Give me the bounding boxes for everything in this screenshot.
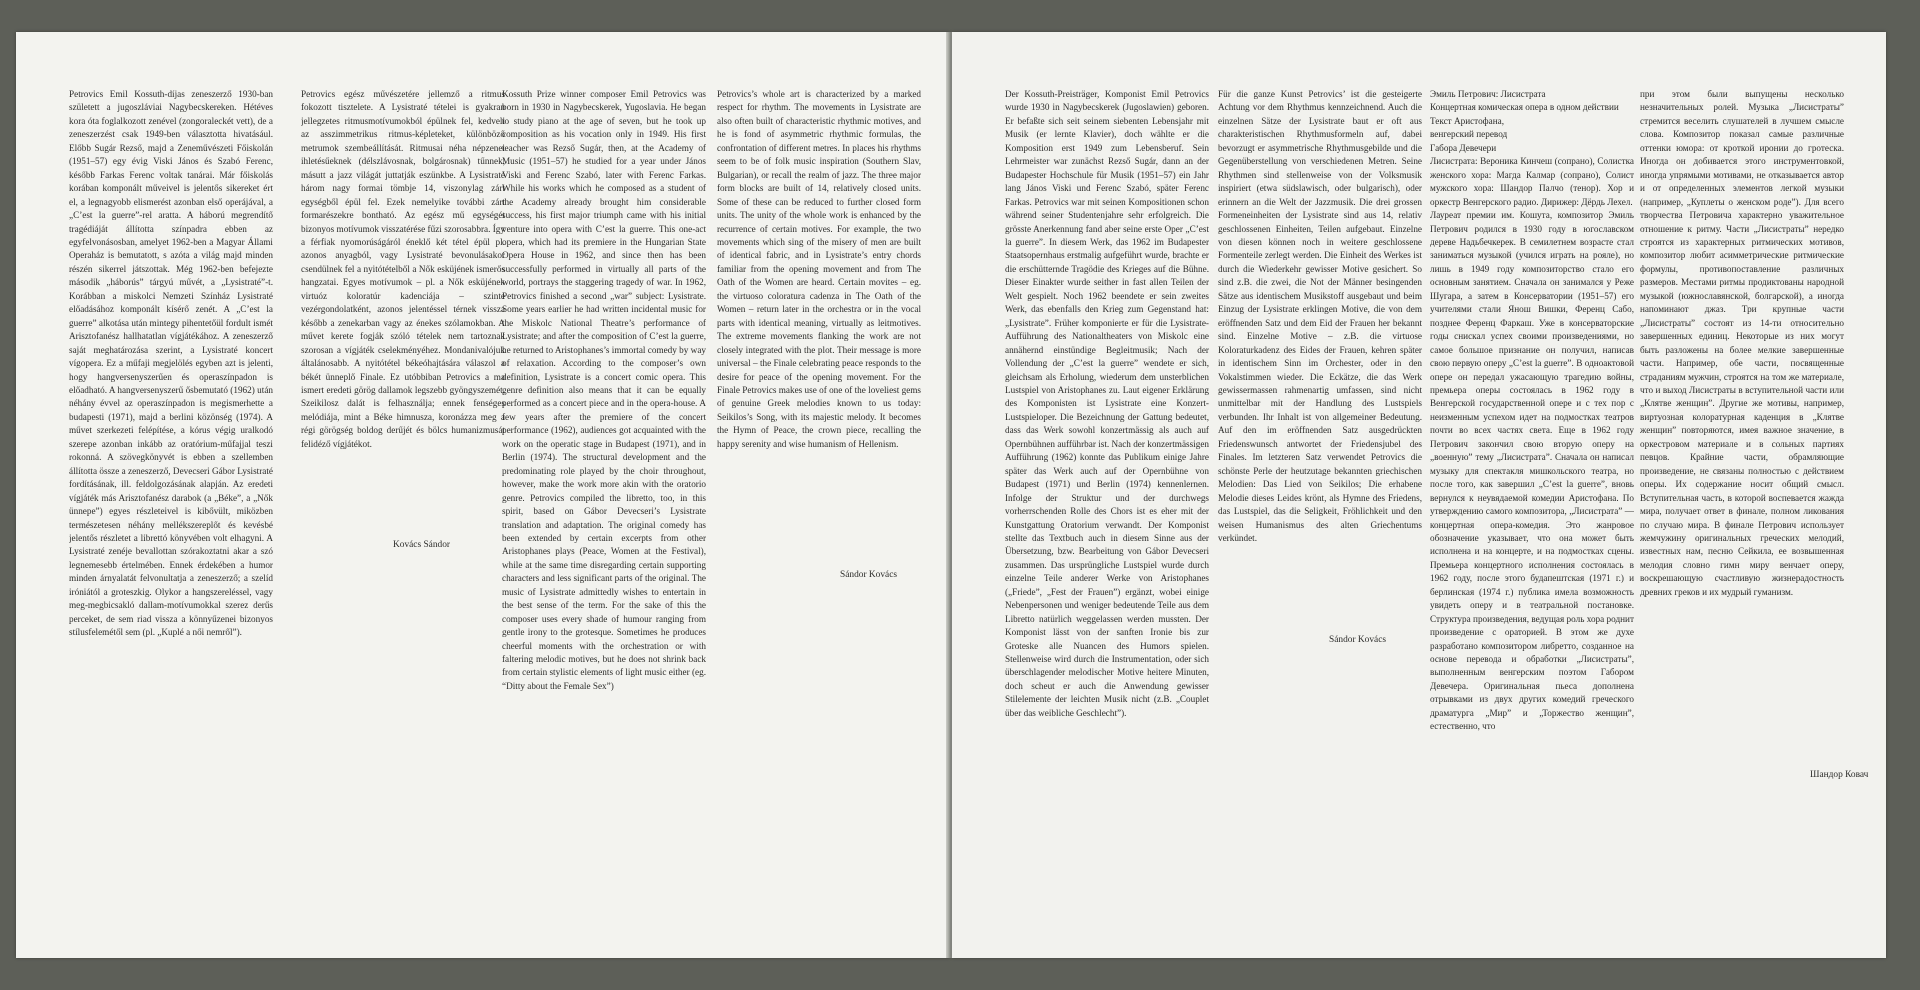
right-page [952,32,1886,958]
signature-russian: Шандор Ковач [1810,770,1869,780]
left-page [16,32,950,958]
hungarian-text-column-1: Petrovics Emil Kossuth-díjas zeneszerző 1930-ban született a jugoszláviai Nagybecskereken. Hétéves kora óta foglalkozott zenével (zongoraleckét vett), de a zeneszerzést csak 1949-ben választotta hivatásául. Előbb Sugár Rezső, majd a Zeneművészeti Főiskolán (1951–57) egy évig Viski János és Szabó Ferenc, később Farkas Ferenc voltak tanárai. Már főiskolás korában komponált műveivel is jelentős sikereket ért el, a legnagyobb elismerést azonban első operájával, a „C’est la guerre”-rel aratta. A háború megrendítő tragédiáját állította színpadra ebben az egyfelvonásosban, amelyet 1962-ben a Magyar Állami Operaház is bemutatott, s azóta a világ majd minden részén sikerrel játszottak. Még 1962-ben befejezte második „háborús” tárgyú művét, a „Lysistraté”-t. Korábban a miskolci Nemzeti Színház Lysistraté előadásához komponált kísérő zenét. A „C’est la guerre” alkotása után mintegy pihentetőül fordult ismét Arisztofanész hallhatatlan vígjátékához. A zeneszerző saját meghatározása szerint, a Lysistraté koncert vígopera. Ez a műfaji megjelölés egyben azt is jelenti, hogy hangversenyszerűen és operaszínpadon is előadható. A hangversenyszerű ősbemutató (1962) után néhány évvel az operaszínpadon is megismerhette a budapesti (1971), majd a berlini közönség (1974). A művet szerkezeti felépítése, a kórus végig uralkodó szerepe azonban inkább az oratórium-műfajjal teszi rokonná. A szövegkönyvét is ebben a szellemben állította össze a zeneszerző, Devecseri Gábor Lysistraté fordításának, ill. feldolgozásának alapján. Az eredeti vígjáték más Arisztofanész darabok (a „Béke”, a „Nők ünnepe”) egyes részleteivel is kibővült, miközben természetesen néhány mellékszereplőt és kevésbé jelentős részletet a librettó könyvében volt elhagyni. A Lysistraté zenéje bevallottan szórakoztatni akar a szó legnemesebb értelmében. Ennek érdekében a humor minden árnyalatát felvonultatja a zeneszerző; a szelíd iróniától a groteszkig. Olykor a hangszereléssel, vagy meg-megbicsakló dallam-motívumokkal szerez derűs perceket, de sem riad vissza a könnyűzenei bizonyos stílusfelemétől sem (pl. „Kuplé a női nemről”). [69,89,273,638]
english-text-column-1: Kossuth Prize winner composer Emil Petrovics was born in 1930 in Nagybecskerek, Yugoslavia. He began to study piano at the age of seven, but he took up composition as his vocation only in 1949. His first teacher was Rezső Sugár, then, at the Academy of Music (1951–57) he studied for a year under János Viski and Ferenc Szabó, later with Ferenc Farkas. While his works which he composed as a student of the Academy already brought him considerable success, his first major triumph came with his initial venture into opera with C’est la guerre. This one-act opera, which had its premiere in the Hungarian State Opera House in 1962, and since then has been successfully performed in virtually all parts of the world, portrays the staggering tragedy of war. In 1962, Petrovics finished a second „war” subject: Lysistrate. Some years earlier he had written incidental music for the Miskolc National Theatre’s performance of Lysistrate; and after the composition of C’est la guerre, he returned to Aristophanes’s immortal comedy by way of relaxation. According to the composer’s own definition, Lysistrate is a concert comic opera. This genre definition also means that it can be equally performed as a concert piece and in the opera-house. A few years after the premiere of the concert performance (1962), audiences got acquainted with the work on the operatic stage in Budapest (1971), and in Berlin (1974). The structural development and the predominating role played by the choir throughout, however, make the work more akin with the oratorio genre. Petrovics compiled the libretto, too, in this spirit, based on Gábor Devecseri’s Lysistrate translation and adaptation. The original comedy has been extended by certain excerpts from other Aristophanes plays (Peace, Women at the Festival), while at the same time disregarding certain supporting characters and less significant parts of the original. The music of Lysistrate admittedly wishes to entertain in the best sense of the term. For the sake of this the composer uses every shade of humour ranging from gentle irony to the grotesque. Sometimes he produces cheerful moments with the orchestration or with faltering melodic motives, but he does not shrink back from certain stylistic elements of light music either (eg. “Ditty about the Female Sex”) [502,89,706,691]
russian-text-column-2: при этом были выпущены несколько незначительных ролей. Музыка „Лисистраты” стремится веселить слушателей в лучшем смысле слова. Композитор показал самые различные оттенки юмора: от кроткой иронии до гротеска. Иногда он добивается этого инструментовкой, иногда упрямыми мотивами, не отказывается автор и от определенных элементов легкой музыки (например, „Куплеты о женском роде”). Для всего творчества Петровича характерно уважительное отношение к ритму. Части „Лисистраты” нередко строятся из характерных ритмических мотивов, композитор любит асимметрические ритмические формулы, противопоставление различных размеров. Местами ритмы продиктованы народной музыкой (южнославянской, болгарской), а иногда напоминают джаз. Три крупные части „Лисистраты” состоят из 14-ти относительно завершенных единиц. Некоторые из них могут быть разложены на более мелкие завершенные части. Например, обе части, посвященные страданиям мужчин, строятся на том же материале, что и выход Лисистраты в вступительной части или „Клятве женщин”. Другие же мотивы, например, виртуозная колоратурная каденция в „Клятве женщин” повторяются, имея важное значение, в оркестровом материале и в сольных партиях певцов. Крайние части, обрамляющие произведение, не связаны полностью с действием оперы. Их содержание носит общий смысл. Вступительная часть, в которой воспевается жажда мира, получает ответ в финале, полном ликования по случаю мира. В финале Петрович использует жемчужину оригинальных греческих мелодий, известных нам, песню Сейкила, ее возвышенная мелодия словно гимн миру венчает оперу, воскрешающую счастливую жизнерадостность древних греков и их мудрый гуманизм. [1640,89,1844,597]
german-text-column-1: Der Kossuth-Preisträger, Komponist Emil Petrovics wurde 1930 in Nagybecskerek (Jugoslawien) geboren. Er befaßte sich seit seinem siebenten Lebensjahr mit Musik (er lernte Klavier), doch wählte er die Komposition erst 1949 zum Lebensberuf. Sein Lehrmeister war zunächst Rezső Sugár, dann an der Budapester Hochschule für Musik (1951–57) ein Jahr lang János Viski und Ferenc Szabó, später Ferenc Farkas. Petrovics war mit seinen Kompositionen schon während seiner Studentenjahre sehr erfolgreich. Die grösste Anerkennung fand aber seine erste Oper „C’est la guerre”. In diesem Werk, das 1962 im Budapester Staatsopernhaus erstmalig aufgeführt wurde, brachte er die erschütternde Tragödie des Krieges auf die Bühne. Dieser Einakter wurde seither in fast allen Teilen der Welt gespielt. Noch 1962 beendete er sein zweites Werk, das ebenfalls den Krieg zum Gegenstand hat: „Lysistrate”. Früher komponierte er für die Lysistrate-Aufführung des Nationaltheaters von Miskolc eine annähernd einstündige Begleitmusik; Nach der Vollendung der „C’est la guerre” wendete er sich, gleichsam als Erholung, wiederum dem unsterblichen Lustspiel von Aristophanes zu. Laut eigener Erklärung des Komponisten ist Lysistrate eine Konzert-Lustspieloper. Die Bezeichnung der Gattung bedeutet, dass das Werk sowohl konzertmässig als auch auf Opernbühnen aufführbar ist. Nach der konzertmässigen Aufführung (1962) konnte das Publikum einige Jahre später das Werk auch auf der Opernbühne von Budapest (1971) und Berlin (1974) kennenlernen. Infolge der Struktur und der durchwegs vorherrschenden Rolle des Chors ist es eher mit der Kunstgattung Oratorium verwandt. Der Komponist stellte das Textbuch auch in diesem Sinne aus der Übersetzung, bzw. Bearbeitung von Gábor Devecseri zusammen. Das ursprüngliche Lustspiel wurde durch einzelne Teile anderer Werke von Aristophanes („Friede”, „Fest der Frauen”) ergänzt, wobei einige Nebenpersonen und weniger bedeutende Teile aus dem Libretto natürlich weggelassen werden mussten. Der Komponist lässt von der sanften Ironie bis zur Groteske alle Nuancen des Humors spielen. Stellenweise wird durch die Instrumentation, oder sich überschlagender melodischer Motive heitere Minuten, doch scheut er auch die Anwendung gewisser Stilelemente der leichten Musik nicht (z.B. „Couplet über das weibliche Geschlecht”). [1005,89,1209,718]
signature-english: Sándor Kovács [840,570,898,580]
signature-hungarian: Kovács Sándor [393,540,451,550]
signature-german: Sándor Kovács [1329,635,1387,645]
german-text-column-2: Für die ganze Kunst Petrovics’ ist die gesteigerte Achtung vor dem Rhythmus kennzeichnend. Auch die einzelnen Sätze der Lysistrate baut er oft aus charakteristischen Rhythmusformeln auf, dabei bevorzugt er asymmetrische Rhythmusgebilde und die Gegenüberstellung von verschiedenen Metren. Seine Rhythmen sind stellenweise von der Volksmusik inspiriert (etwa südslawisch, oder bulgarisch), oder erinnern an die Welt der Jazzmusik. Die drei grossen Formeneinheiten der Lysistrate sind aus 14, relativ geschlossenen Einheiten, Teilen aufgebaut. Einzelne von diesen können noch in weitere geschlossene Formenteile zerlegt werden. Die Einheit des Werkes ist durch die Wiederkehr gewisser Motive gesichert. So sind z.B. die zwei, die Not der Männer besingenden Sätze aus identischem Musikstoff ausgebaut und beim Einzug der Lysistrate erklingen Motive, die von dem eröffnenden Satz und dem Eid der Frauen her bekannt sind. Einzelne Motive – z.B. die virtuose Koloraturkadenz des Eides der Frauen, kehren später in identischem Sinn im Orchester, oder in den Vokalstimmen wieder. Die Eckätze, die das Werk gewissermassen rahmenartig umfassen, sind nicht unmittelbar mit der Handlung des Lustspiels verbunden. Ihr Inhalt ist von allgemeiner Bedeutung. Auf den im eröffnenden Satz ausgedrückten Friedenswunsch antwortet der Friedensjubel des Finales. Im letzteren Satz verwendet Petrovics die schönste Perle der heutzutage bekannten griechischen Melodien: Das Lied von Seikilos; Die erhabene Melodie dieses Leides krönt, als Hymne des Friedens, das Lustspiel, das die Seligkeit, Fröhlichkeit und den weisen Humanismus des alten Griechentums verkündet. [1218,89,1422,543]
hungarian-text-column-2: Petrovics egész művészetére jellemző a ritmus fokozott tisztelete. A Lysistraté tételei is gyakran jellegzetes ritmusmotívumokból épülnek fel, kedveli az asszimmetrikus ritmus-képleteket, különböző metrumok szembeállítását. Ritmusai néha népzenei ihletésűeknek (délszlávosnak, bolgárosnak) tűnnek, másutt a jazz világát juttatják eszünkbe. A Lysistraté három nagy formai tömbje 14, viszonylag zárt egységből épül fel. Ezek nemelyike további zárt formarészekre bontható. Az egész mű egységét bizonyos motívumok visszatérése fűzi szorosabbra. Így a férfiak nyomorúságáról éneklő két tétel épül pl. azonos anyagból, vagy Lysistraté bevonulásakor csendülnek fel a nyitótételből a Nők esküjének ismerős hangzatai. Egyes motívumok – pl. a Nők esküjének virtuóz koloratúr kadenciája – szinte vezérgondolatként, azonos jelentéssel térnek vissza később a zenekarban vagy az énekes szólamokban. A művet kerete fogják szóló tételek nem tartoznak szorosan a vígjáték cselekményéhez. Mondanivalójuk általánosabb. A nyitótétel békeóhajtására válaszol a békét ünneplő Finale. Ez utóbbiban Petrovics a ma ismert eredeti görög dallamok legszebb gyöngyszemét, Szeikilosz dalát is felhasználja; ennek fenséges melódiája, mint a Béke himnusza, koronázza meg a régi görögség boldog derűjét és bölcs humanizmusát felidéző vígjátékot. [301,89,505,449]
russian-text-column-1: Эмиль Петрович: Лисистрата Концертная комическая опера в одном действии Текст Аристофана, венгерский перевод Габора Девечери Лисистрата: Вероника Кинчеш (сопрано), Солистка женского хора: Магда Калмар (сопрано), Солист мужского хора: Шандор Палчо (тенор). Хор и оркестр Венгерского радио. Дирижер: Дёрдь Лехел. Лауреат премии им. Кошута, композитор Эмиль Петрович родился в 1930 году в югославском дереве Надьбечкерек. В семилетнем возрасте стал заниматься музыкой (учился играть на рояле), но лишь в 1949 году композиторство стало его основным занятием. Сначала он занимался у Реже Шугара, а затем в Консерватории (1951–57) его учителями стали Янош Вишки, Ференц Сабо, позднее Ференц Фаркаш. Уже в консерваторские годы снискал успех своими произведениями, но самое большое признание он получил, написав свою первую оперу „C’est la guerre”. В одноактовой опере он передал ужасающую трагедию войны, премьера оперы состоялась в 1962 году в Венгерской государственной опере и с тех пор с неизменным успехом идет на подмостках театров почти во всех частях света. Еще в 1962 году Петрович закончил свою вторую оперу на „военную” тему „Лисистрата”. Сначала он написал музыку для спектакля мишкольского театра, но после того, как завершил „C’est la guerre”, вновь вернулся к неувядаемой комедии Аристофана. По утверждению самого композитора, „Лисистрата” — концертная опера-комедия. Это жанровое обозначение указывает, что она может быть исполнена и на концерте, и на подмостках сцены. Премьера концертного исполнения состоялась в 1962 году, после этого будапештская (1971 г.) и берлинская (1974 г.) публика имела возможность увидеть оперу и в театральной постановке. Структура произведения, ведущая роль хора роднит произведение с ораторией. В этом же духе разработано композитором либретто, созданное на основе перевода и обработки „Лисистраты”, выполненным венгерским поэтом Габором Девечера. Оригинальная пьеса дополнена отрывками из двух других комедий греческого драматурга „Мир” и „Торжество женщин”, естественно, что [1430,89,1634,732]
english-text-column-2: Petrovics’s whole art is characterized by a marked respect for rhythm. The movements in Lysistrate are also often built of characteristic rhythmic motives, and he is fond of asymmetric rhythmic formulas, the confrontation of different metres. In places his rhythms seem to be of folk music inspiration (Southern Slav, Bulgarian), or recall the realm of jazz. The three major form blocks are built of 14, relatively closed units. Some of these can be reduced to further closed form units. The unity of the whole work is enhanced by the recurrence of certain motives. For example, the two movements which sing of the misery of men are built of identical fabric, and in Lysistrate’s entry chords familiar from the opening movement and from The Oath of the Women are heard. Certain movites – eg. the virtuoso coloratura cadenza in The Oath of the Women – return later in the orchestra or in the vocal parts with identical meaning, virtually as leitmotives. The extreme movements flanking the work are not closely integrated with the plot. Their message is more universal – the Finale celebrating peace responds to the desire for peace of the opening movement. For the Finale Petrovics makes use of one of the loveliest gems of genuine Greek melodies known to us today: Seikilos’s Song, with its majestic melody. It becomes the Hymn of Peace, the crown piece, recalling the happy serenity and wise humanism of Hellenism. [717,89,921,449]
